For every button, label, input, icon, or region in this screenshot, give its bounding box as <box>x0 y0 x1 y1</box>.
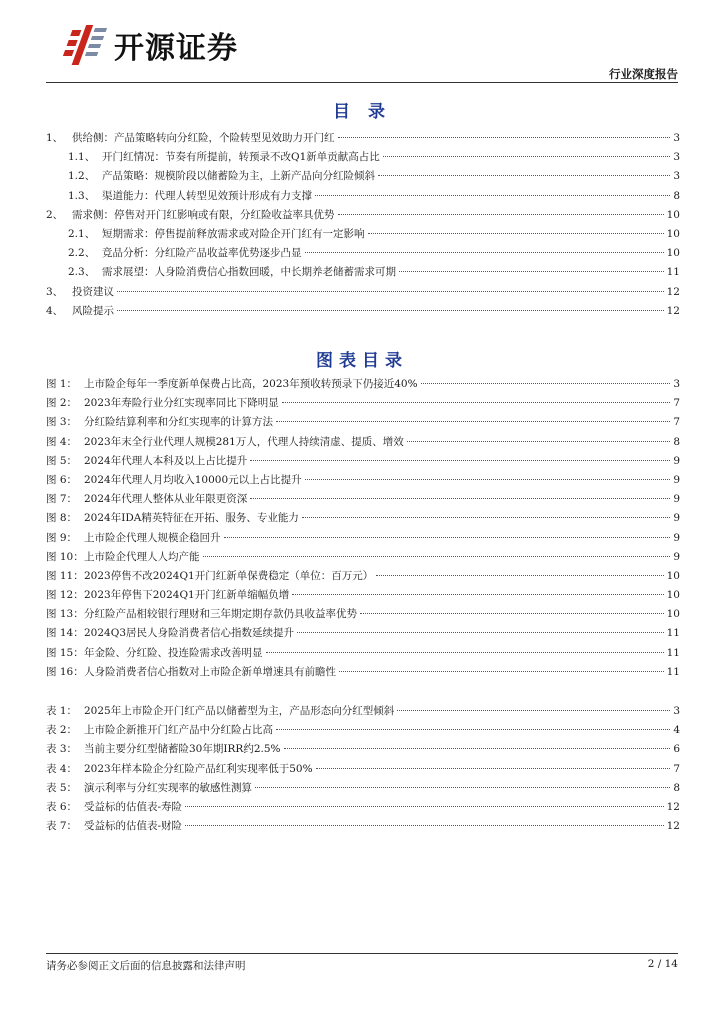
entry-title: 上市险企代理人人均产能 <box>84 550 200 563</box>
toc-entry[interactable] <box>46 148 680 167</box>
entry-page-number: 4 <box>673 724 680 737</box>
entry-title: 竞品分析：分红险产品收益率优势逐步凸显 <box>102 247 302 260</box>
entry-page-number: 3 <box>673 151 680 164</box>
entry-page-number: 12 <box>666 285 680 298</box>
entry-number: 图 12： <box>46 589 84 602</box>
entry-page-number: 9 <box>673 531 680 544</box>
toc-entry[interactable] <box>46 740 680 759</box>
entry-number: 图 7： <box>46 493 78 506</box>
entry-page-number: 8 <box>673 781 680 794</box>
dot-leader <box>203 556 671 557</box>
entry-page-number: 10 <box>666 569 680 582</box>
entry-title: 渠道能力：代理人转型见效预计形成有力支撑 <box>102 189 312 202</box>
entry-number: 2.3、 <box>68 266 96 279</box>
dot-leader <box>302 517 670 518</box>
entry-page-number: 10 <box>666 589 680 602</box>
entry-page-number: 6 <box>673 743 680 756</box>
dot-leader <box>383 156 671 157</box>
entry-title: 2023年停售下2024Q1开门红新单缩幅负增 <box>84 589 290 602</box>
entry-number: 4、 <box>46 304 64 317</box>
entry-page-number: 12 <box>666 800 680 813</box>
entry-page-number: 11 <box>666 665 680 678</box>
entry-title: 受益标的估值表-寿险 <box>84 800 183 813</box>
toc-entry[interactable] <box>46 760 680 779</box>
toc-list <box>46 129 680 321</box>
toc-entry[interactable] <box>46 302 680 321</box>
entry-title: 2025年上市险企开门红产品以储蓄型为主，产品形态向分红型倾斜 <box>84 705 395 717</box>
dot-leader <box>117 310 664 311</box>
entry-page-number: 10 <box>666 227 680 240</box>
entry-number: 图 1： <box>46 378 78 390</box>
entry-number: 图 5： <box>46 454 78 467</box>
dot-leader <box>185 806 664 807</box>
entry-page-number: 3 <box>673 170 680 183</box>
entry-title: 年金险、分红险、投连险需求改善明显 <box>84 646 263 659</box>
entry-number: 图 14： <box>46 627 84 640</box>
toc-entry[interactable] <box>46 567 680 586</box>
entry-title: 分红险产品相较银行理财和三年期定期存款仍具收益率优势 <box>84 608 357 621</box>
kaiyuan-logo-icon <box>58 20 108 70</box>
entry-page-number: 12 <box>666 304 680 317</box>
figures-title: 图表目录 <box>316 351 408 371</box>
dot-leader <box>407 441 671 442</box>
entry-title: 上市险企每年一季度新单保费占比高，2023年预收转预录下仍接近40% <box>84 378 418 390</box>
entry-number: 表 3： <box>46 743 78 756</box>
entry-title: 开门红情况：节奏有所提前，转预录不改Q1新单贡献高占比 <box>102 151 380 164</box>
entry-title: 当前主要分红型储蓄险30年期IRR约2.5% <box>84 743 281 756</box>
dot-leader <box>378 175 670 176</box>
entry-number: 表 4： <box>46 762 78 775</box>
entry-title: 2024年IDA精英特征在开拓、服务、专业能力 <box>84 512 299 525</box>
entry-number: 表 1： <box>46 705 78 717</box>
footer-divider <box>46 953 678 954</box>
dot-leader <box>305 252 664 253</box>
dot-leader <box>185 825 664 826</box>
toc-entry[interactable] <box>46 167 680 186</box>
dot-leader <box>284 748 671 749</box>
toc-entry[interactable] <box>46 548 680 567</box>
entry-page-number: 3 <box>673 705 680 717</box>
entry-page-number: 10 <box>666 208 680 221</box>
entry-page-number: 7 <box>673 762 680 775</box>
dot-leader <box>117 291 664 292</box>
toc-title: 目 录 <box>333 102 391 122</box>
toc-entry[interactable] <box>46 375 680 394</box>
dot-leader <box>315 195 670 196</box>
entry-page-number: 8 <box>673 435 680 448</box>
dot-leader <box>250 460 670 461</box>
toc-entry[interactable] <box>46 225 680 244</box>
entry-page-number: 9 <box>673 493 680 506</box>
dot-leader <box>376 575 663 576</box>
toc-entry[interactable] <box>46 394 680 413</box>
entry-number: 图 11： <box>46 569 84 582</box>
entry-title: 需求展望：人身险消费信心指数回暖，中长期养老储蓄需求可期 <box>102 266 396 279</box>
dot-leader <box>421 383 671 384</box>
dot-leader <box>250 498 670 499</box>
entry-number: 3、 <box>46 285 64 298</box>
toc-entry[interactable] <box>46 702 680 721</box>
toc-entry[interactable] <box>46 187 680 206</box>
entry-page-number: 11 <box>666 627 680 640</box>
entry-number: 表 6： <box>46 800 78 813</box>
toc-entry[interactable] <box>46 263 680 282</box>
entry-number: 图 3： <box>46 416 78 429</box>
entry-number: 图 2： <box>46 397 78 410</box>
entry-title: 风险提示 <box>72 304 114 317</box>
entry-title: 2024年代理人月均收入10000元以上占比提升 <box>84 473 302 486</box>
entry-number: 图 6： <box>46 473 78 486</box>
entry-title: 演示利率与分红实现率的敏感性测算 <box>84 781 252 794</box>
entry-title: 分红险结算利率和分红实现率的计算方法 <box>84 416 273 429</box>
entry-page-number: 8 <box>673 189 680 202</box>
entry-title: 2023年样本险企分红险产品红利实现率低于50% <box>84 762 313 775</box>
toc-entry[interactable] <box>46 490 680 509</box>
toc-entry[interactable] <box>46 586 680 605</box>
toc-entry[interactable] <box>46 624 680 643</box>
entry-page-number: 9 <box>673 473 680 486</box>
dot-leader <box>399 271 664 272</box>
entry-page-number: 9 <box>673 512 680 525</box>
entry-page-number: 3 <box>673 132 680 144</box>
entry-number: 2、 <box>46 208 64 221</box>
entry-title: 产品策略：规模阶段以储蓄险为主，上新产品向分红险倾斜 <box>102 170 375 183</box>
entry-number: 图 4： <box>46 435 78 448</box>
toc-entry[interactable] <box>46 721 680 740</box>
dot-leader <box>316 768 671 769</box>
entry-number: 1.2、 <box>68 170 96 183</box>
toc-entry[interactable] <box>46 644 680 663</box>
report-type-label: 行业深度报告 <box>609 67 678 81</box>
entry-number: 图 9： <box>46 531 78 544</box>
entry-page-number: 9 <box>673 550 680 563</box>
entry-number: 图 16： <box>46 665 84 678</box>
toc-entry[interactable] <box>46 283 680 302</box>
header-divider <box>46 82 678 83</box>
entry-page-number: 7 <box>673 397 680 410</box>
toc-entry[interactable] <box>46 129 680 148</box>
toc-entry[interactable] <box>46 433 680 452</box>
entry-title: 受益标的估值表-财险 <box>84 820 183 833</box>
entry-number: 图 10： <box>46 550 84 563</box>
entry-title: 2023年寿险行业分红实现率同比下降明显 <box>84 397 279 410</box>
tables-list <box>46 702 680 836</box>
entry-title: 上市险企新推开门红产品中分红险占比高 <box>84 724 273 737</box>
entry-title: 2023停售不改2024Q1开门红新单保费稳定（单位：百万元） <box>84 569 374 582</box>
dot-leader <box>297 632 664 633</box>
toc-entry[interactable] <box>46 779 680 798</box>
dot-leader <box>255 787 670 788</box>
entry-number: 1.3、 <box>68 189 96 202</box>
entry-page-number: 10 <box>666 247 680 260</box>
brand-logo <box>58 20 238 70</box>
entry-title: 2023年末全行业代理人规模281万人，代理人持续清虚、提质、增效 <box>84 435 404 448</box>
toc-entry[interactable] <box>46 529 680 548</box>
dot-leader <box>305 479 671 480</box>
footer-disclaimer: 请务必参阅正文后面的信息披露和法律声明 <box>46 960 246 972</box>
figures-list <box>46 375 680 682</box>
dot-leader <box>338 137 671 138</box>
dot-leader <box>339 671 664 672</box>
entry-number: 1、 <box>46 132 64 144</box>
page-indicator: 2 / 14 <box>647 958 678 970</box>
entry-number: 图 15： <box>46 646 84 659</box>
entry-title: 人身险消费者信心指数对上市险企新单增速具有前瞻性 <box>84 665 336 678</box>
entry-title: 2024年代理人本科及以上占比提升 <box>84 454 248 467</box>
toc-entry[interactable] <box>46 244 680 263</box>
toc-entry[interactable] <box>46 413 680 432</box>
dot-leader <box>368 233 664 234</box>
toc-entry[interactable] <box>46 798 680 817</box>
entry-number: 2.1、 <box>68 227 96 240</box>
toc-entry[interactable] <box>46 605 680 624</box>
entry-title: 需求侧：停售对开门红影响或有限，分红险收益率具优势 <box>72 208 335 221</box>
dot-leader <box>397 710 670 711</box>
entry-title: 2024年代理人整体从业年限更资深 <box>84 493 248 506</box>
toc-entry[interactable] <box>46 452 680 471</box>
toc-entry[interactable] <box>46 817 680 836</box>
dot-leader <box>276 729 670 730</box>
brand-name: 开源证券 <box>114 31 238 66</box>
entry-number: 图 8： <box>46 512 78 525</box>
entry-number: 图 13： <box>46 608 84 621</box>
toc-entry[interactable] <box>46 471 680 490</box>
dot-leader <box>338 214 664 215</box>
entry-title: 2024Q3居民人身险消费者信心指数延续提升 <box>84 627 295 640</box>
entry-page-number: 9 <box>673 454 680 467</box>
entry-page-number: 11 <box>666 646 680 659</box>
entry-page-number: 12 <box>666 820 680 833</box>
entry-title: 短期需求：停售提前释放需求或对险企开门红有一定影响 <box>102 227 365 240</box>
toc-entry[interactable] <box>46 206 680 225</box>
dot-leader <box>224 537 671 538</box>
toc-entry[interactable] <box>46 663 680 682</box>
dot-leader <box>282 402 671 403</box>
entry-number: 1.1、 <box>68 151 96 164</box>
entry-title: 投资建议 <box>72 285 114 298</box>
dot-leader <box>292 594 663 595</box>
entry-number: 表 7： <box>46 820 78 833</box>
entry-number: 表 5： <box>46 781 78 794</box>
entry-page-number: 10 <box>666 608 680 621</box>
dot-leader <box>276 421 670 422</box>
entry-page-number: 11 <box>666 266 680 279</box>
entry-number: 2.2、 <box>68 247 96 260</box>
toc-entry[interactable] <box>46 509 680 528</box>
dot-leader <box>360 613 664 614</box>
entry-page-number: 7 <box>673 416 680 429</box>
dot-leader <box>266 652 664 653</box>
entry-number: 表 2： <box>46 724 78 737</box>
entry-title: 供给侧：产品策略转向分红险，个险转型见效助力开门红 <box>72 132 335 144</box>
entry-title: 上市险企代理人规模企稳回升 <box>84 531 221 544</box>
entry-page-number: 3 <box>673 378 680 390</box>
